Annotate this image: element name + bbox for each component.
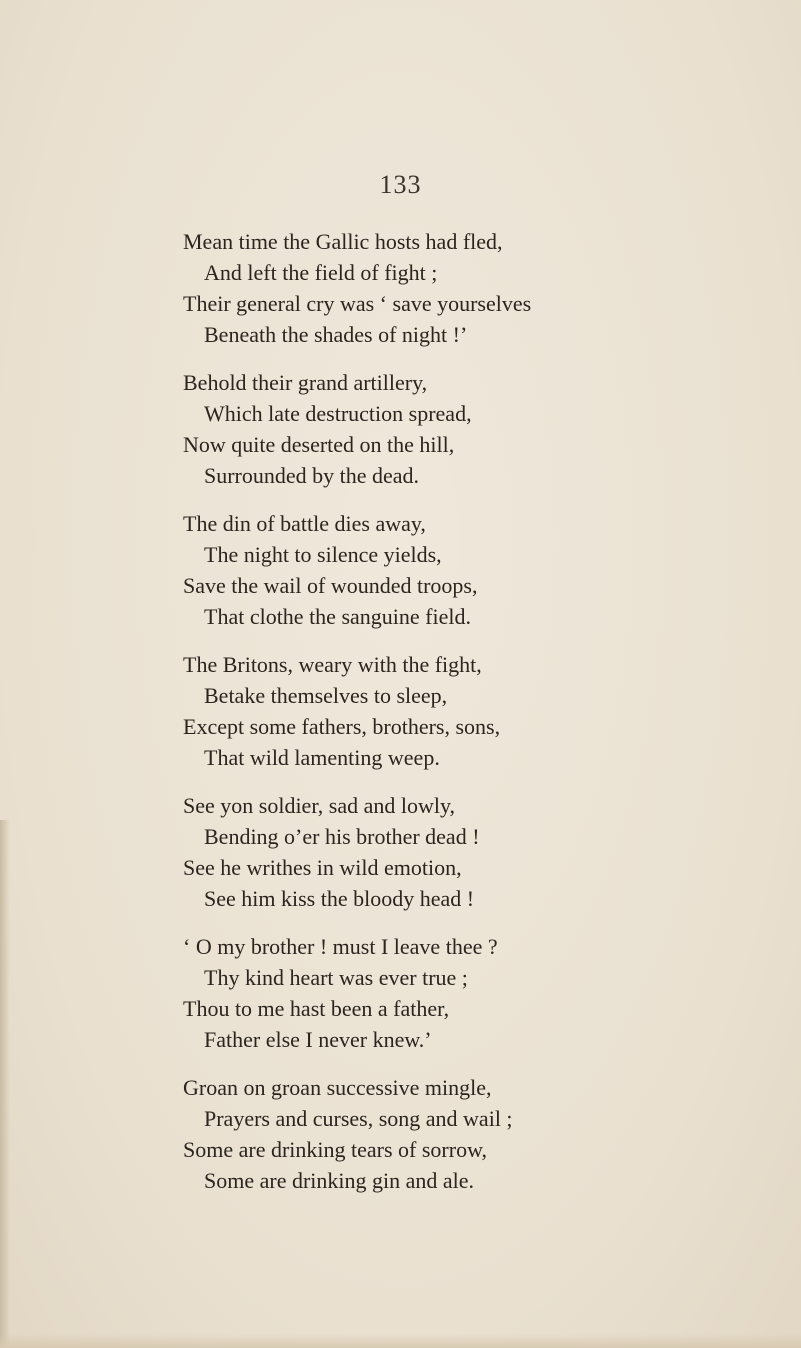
poem-line: Surrounded by the dead.	[204, 463, 420, 488]
poem-line: ‘ O my brother ! must I leave thee ?	[183, 934, 498, 959]
poem-line: See him kiss the bloody head !	[204, 886, 475, 911]
poem-line: Thou to me hast been a father,	[183, 996, 450, 1021]
stanza-6	[183, 931, 783, 1055]
poem-line: Some are drinking gin and ale.	[204, 1168, 475, 1193]
poem-line: Some are drinking tears of sorrow,	[183, 1137, 488, 1162]
poem-line: See yon soldier, sad and lowly,	[183, 793, 456, 818]
poem-line: That clothe the sanguine field.	[204, 604, 471, 629]
poem-line: Thy kind heart was ever true ;	[204, 965, 468, 990]
poem-line: The night to silence yields,	[204, 542, 442, 567]
poem	[183, 226, 783, 1213]
poem-line: Which late destruction spread,	[204, 401, 472, 426]
stanza-5	[183, 790, 783, 914]
stanza-1	[183, 226, 783, 350]
poem-line: Mean time the Gallic hosts had fled,	[183, 229, 503, 254]
poem-line: Their general cry was ‘ save yourselves	[183, 291, 532, 316]
stanza-2	[183, 367, 783, 491]
poem-line: Save the wail of wounded troops,	[183, 573, 478, 598]
stanza-4	[183, 649, 783, 773]
stanza-7	[183, 1072, 783, 1196]
poem-line: Father else I never knew.’	[204, 1027, 432, 1052]
poem-line: Prayers and curses, song and wail ;	[204, 1106, 513, 1131]
poem-line: Beneath the shades of night !’	[204, 322, 468, 347]
poem-line: Behold their grand artillery,	[183, 370, 428, 395]
poem-line: See he writhes in wild emotion,	[183, 855, 462, 880]
page-shadow-left	[0, 820, 10, 1348]
poem-line: Now quite deserted on the hill,	[183, 432, 455, 457]
poem-line: Groan on groan successive mingle,	[183, 1075, 492, 1100]
poem-line: Bending o’er his brother dead !	[204, 824, 480, 849]
stanza-3	[183, 508, 783, 632]
poem-line: That wild lamenting weep.	[204, 745, 440, 770]
poem-line: The din of battle dies away,	[183, 511, 426, 536]
page-number: 133	[379, 170, 422, 199]
poem-line: And left the field of fight ;	[204, 260, 438, 285]
poem-line: Except some fathers, brothers, sons,	[183, 714, 501, 739]
poem-line: The Britons, weary with the fight,	[183, 652, 482, 677]
poem-line: Betake themselves to sleep,	[204, 683, 448, 708]
page-shadow-bottom	[0, 1334, 801, 1348]
